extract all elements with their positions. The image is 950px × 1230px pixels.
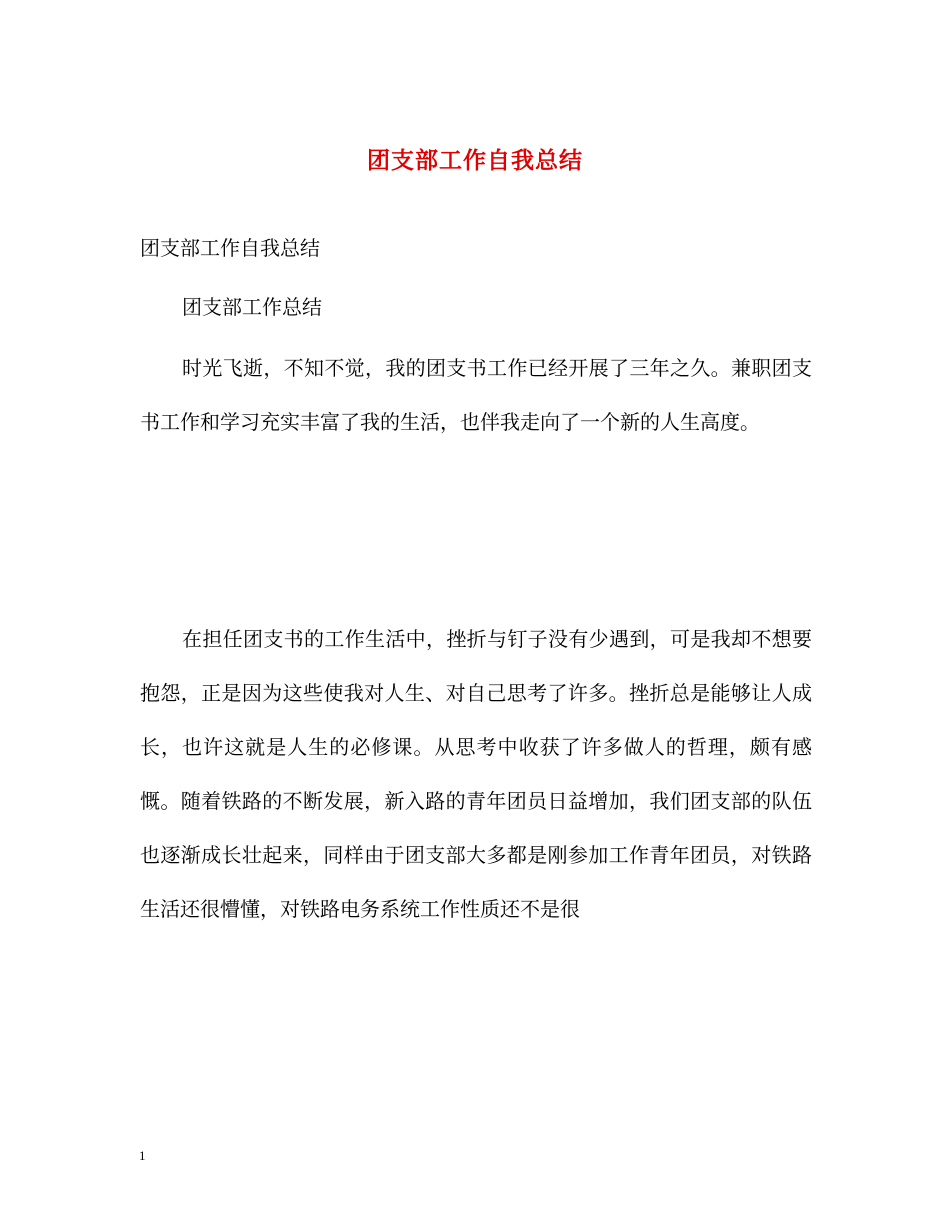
paragraph-2: 在担任团支书的工作生活中，挫折与钉子没有少遇到，可是我却不想要抱怨，正是因为这些使我对人生、对自己思考了许多。挫折总是能够让人成长，也许这就是人生的必修课。从思考中收获了许多做人的哲理，颇有感慨。随着铁路的不断发展，新入路的青年团员日益增加，我们团支部的队伍也逐渐成长壮起来，同样由于团支部大多都是刚参加工作青年团员，对铁路生活还很懵懂，对铁路电务系统工作性质还不是很 (140, 627, 812, 921)
document-title: 团支部工作自我总结 (367, 147, 583, 174)
section-subheading: 团支部工作总结 (182, 295, 322, 319)
paragraph-1: 时光飞逝，不知不觉，我的团支书工作已经开展了三年之久。兼职团支书工作和学习充实丰富了我的生活，也伴我走向了一个新的人生高度。 (140, 356, 812, 434)
page-number: 1 (139, 1148, 146, 1163)
section-heading: 团支部工作自我总结 (140, 236, 320, 260)
